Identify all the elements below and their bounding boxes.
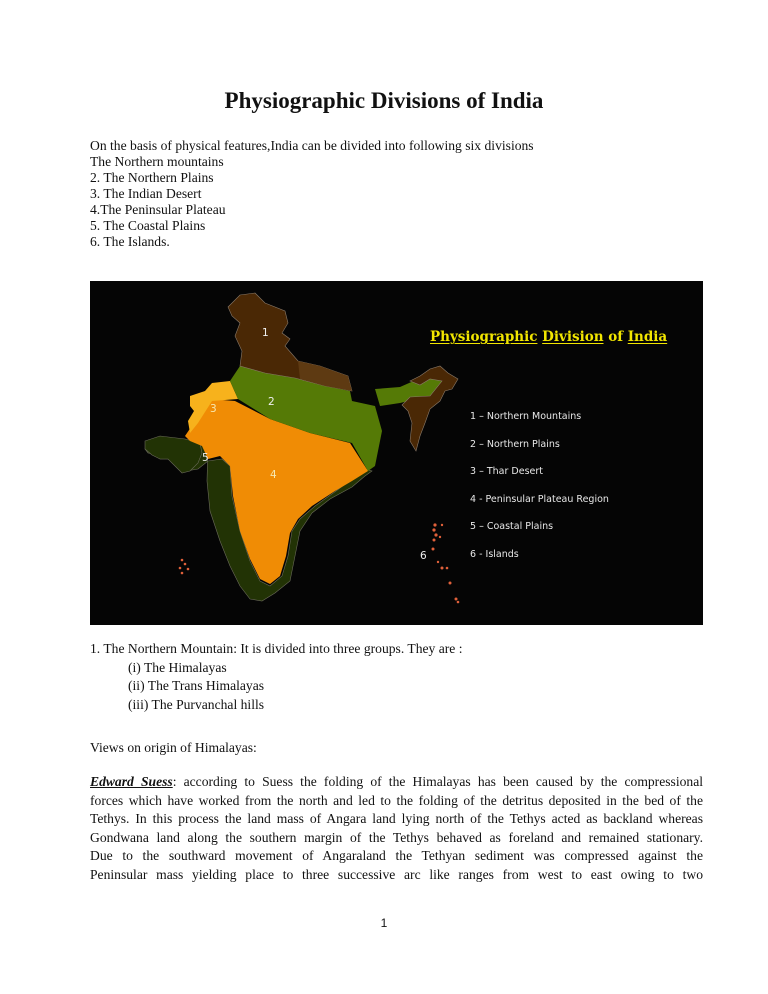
para-line: Due to the southward movement of Angaraland the Tethyan sediment was compressed against the (90, 848, 703, 864)
para-line: Peninsular mass yielding place to three successive arc like ranges from west to east owing to two (90, 866, 703, 882)
legend-item: 2 – Northern Plains (470, 438, 560, 450)
page-number: 1 (380, 916, 388, 930)
para-line: Tethys. In this process the land mass of Angara land lying north of the Tethys acted as backland whereas (90, 811, 703, 827)
division-item: 2. The Northern Plains (90, 170, 214, 185)
views-heading: Views on origin of Himalayas: (90, 740, 257, 755)
map-title-word: India (627, 329, 668, 345)
intro-section (90, 138, 534, 250)
region-label-5: 5 (202, 452, 209, 464)
division-item: The Northern mountains (90, 154, 224, 169)
map-legend (470, 411, 609, 577)
northeast-hills-region (402, 366, 458, 451)
intro-lead: On the basis of physical features,India can be divided into following six divisions (90, 138, 534, 153)
division-item: 6. The Islands. (90, 234, 170, 249)
group-item: (iii) The Purvanchal hills (128, 696, 265, 712)
region-label-2: 2 (268, 396, 275, 408)
group-item: (ii) The Trans Himalayas (128, 678, 265, 693)
region-label-4: 4 (270, 469, 277, 481)
region-label-3: 3 (210, 403, 217, 415)
para-line: Gondwana land along the southern margin of the Tethys behaved as foreland and remained stationary. (90, 829, 703, 845)
legend-item: 1 – Northern Mountains (470, 411, 582, 422)
para-line: forces which have worked from the north and led to the folding of the detritus deposited in the bed of the (90, 792, 703, 808)
northern-mountain-section (90, 640, 463, 714)
section-heading: 1. The Northern Mountain: It is divided into three groups. They are : (90, 641, 463, 656)
map-title-word: Division (542, 329, 604, 345)
legend-item: 5 – Coastal Plains (470, 521, 554, 533)
legend-item: 6 - Islands (470, 548, 519, 560)
india-physiographic-map (90, 281, 703, 625)
map-title-word: Physiographic (430, 329, 538, 345)
region-label-6: 6 (420, 550, 427, 562)
suess-paragraph (90, 773, 703, 885)
map-title-word: of (608, 329, 624, 345)
lakshadweep-islands (179, 559, 190, 575)
group-item: (i) The Himalayas (128, 659, 227, 675)
division-item: 3. The Indian Desert (90, 186, 202, 201)
legend-item: 3 – Thar Desert (470, 466, 543, 478)
author-name: Edward Suess (90, 774, 173, 789)
division-item: 5. The Coastal Plains (90, 218, 206, 233)
para-line: : according to Suess the folding of the Himalayas has been caused by the compressional (172, 774, 704, 789)
region-label-1: 1 (262, 327, 269, 339)
division-item: 4.The Peninsular Plateau (90, 202, 226, 217)
page-title: Physiographic Divisions of India (224, 88, 544, 113)
map-title (430, 329, 667, 345)
legend-item: 4 - Peninsular Plateau Region (470, 493, 609, 505)
andaman-nicobar-islands (432, 523, 460, 603)
